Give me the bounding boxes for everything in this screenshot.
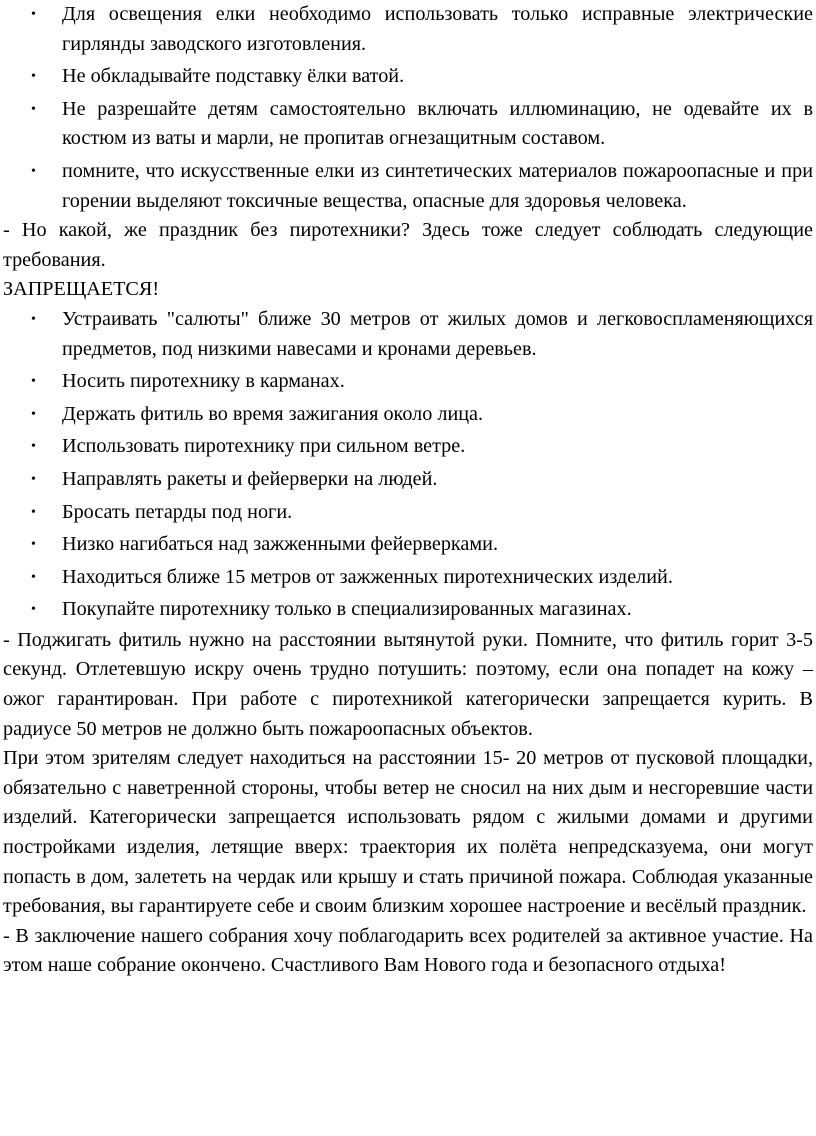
- list-item: • Направлять ракеты и фейерверки на людей.: [3, 465, 813, 495]
- list-item: • Находиться ближе 15 метров от зажженных пиротехнических изделий.: [3, 563, 813, 593]
- list-item: • Не разрешайте детям самостоятельно включать иллюминацию, не одевайте их в костюм из ваты и марли, не пропитав огнезащитным составом.: [3, 95, 813, 154]
- list-item: • Бросать петарды под ноги.: [3, 498, 813, 528]
- list-item: • Не обкладывайте подставку ёлки ватой.: [3, 62, 813, 92]
- list-item: • Устраивать "салюты" ближе 30 метров от жилых домов и легковоспламеняющихся предметов, под низкими навесами и кронами деревьев.: [3, 305, 813, 364]
- fuse-paragraph: - Поджигать фитиль нужно на расстоянии вытянутой руки. Помните, что фитиль горит 3-5 секунд. Отлетевшую искру очень трудно потушить: поэтому, если она попадет на кожу – ожог гарантирован. При работе с пиротехникой категорически запрещается курить. В радиусе 50 метров не должно быть пожароопасных объектов.: [3, 628, 813, 740]
- list-item: • Покупайте пиротехнику только в специализированных магазинах.: [3, 595, 813, 625]
- list-item: • Носить пиротехнику в карманах.: [3, 367, 813, 397]
- list-item: • Использовать пиротехнику при сильном ветре.: [3, 432, 813, 462]
- spectators-paragraph: При этом зрителям следует находиться на расстоянии 15- 20 метров от пусковой площадки, обязательно с наветренной стороны, чтобы ветер не сносил на них дым и несгоревшие части изделий. Категорически запрещается использовать рядом с жилыми домами и другими постройками изделия, летящие вверх: траектория их полёта непредсказуема, они могут попасть в дом, залететь на чердак или крышу и стать причиной пожара. Соблюдая указанные требования, вы гарантируете себе и своим близким хорошее настроение и весёлый праздник.: [3, 747, 813, 918]
- forbidden-heading: ЗАПРЕЩАЕТСЯ!: [3, 278, 160, 301]
- pyrotechnics-intro-paragraph: - Но какой, же праздник без пиротехники? Здесь тоже следует соблюдать следующие требования.: [3, 219, 813, 271]
- forbidden-list: [3, 305, 813, 625]
- closing-paragraph: - В заключение нашего собрания хочу поблагодарить всех родителей за активное участие. На этом наше собрание окончено. Счастливого Вам Нового года и безопасного отдыха!: [3, 924, 813, 977]
- list-item: • Для освещения елки необходимо использовать только исправные электрические гирлянды заводского изготовления.: [3, 0, 813, 59]
- list-item: • Низко нагибаться над зажженными фейерверками.: [3, 530, 813, 560]
- list-item: • помните, что искусственные елки из синтетических материалов пожароопасные и при горении выделяют токсичные вещества, опасные для здоровья человека.: [3, 157, 813, 216]
- tree-safety-list: [3, 0, 813, 216]
- list-item: • Держать фитиль во время зажигания около лица.: [3, 400, 813, 430]
